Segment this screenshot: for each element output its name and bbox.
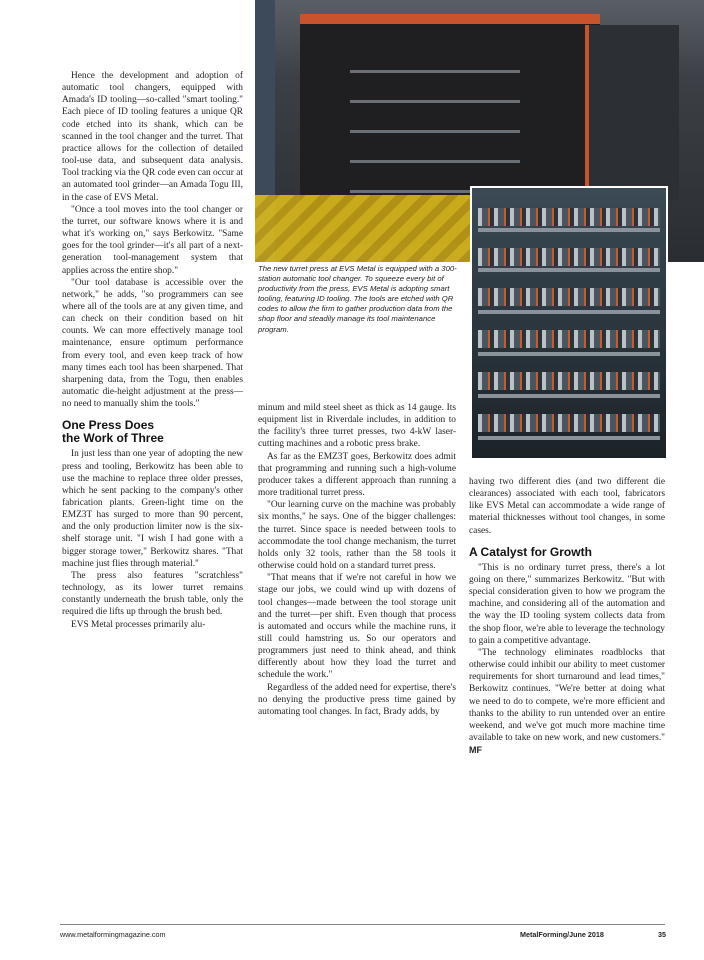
end-mark: MF	[469, 745, 482, 756]
paragraph: "Once a tool moves into the tool changer or the turret, our software knows where it is and what it's working on," says Berkowitz. "Same goes for the tool grinder—it's all part of a next-generation tool-management system that applies across the entire shop."	[62, 204, 243, 276]
paragraph: Hence the development and adoption of automatic tool changers, equipped with Amada's ID tooling—so-called "smart tooling." Each piece of ID tooling features a unique QR code etched into its shank, which can be scanned in the tool changer and the turret. That practice allows for the collection of detailed tool-use data, and subsequent data analysis. Tool tracking via the QR code even can occur at an automated tool grinder—an Amada Togu III, in the case of EVS Metal.	[62, 71, 243, 203]
subhead-one-press	[62, 419, 243, 445]
paragraph: In just less than one year of adopting the new press and tooling, Berkowitz has been able to use the machine to replace three older presses, which he sent packing to the company's other fabrication plants. Green-light time on the EMZ3T has surged to more than 90 percent, and the only production limiter now is the six-shelf storage unit. "I wish I had gone with a bigger storage tower," Berkowitz shares. "That machine just flies through material."	[62, 449, 243, 569]
subhead-line: the Work of Three	[62, 431, 164, 446]
paragraph: "That means that if we're not careful in how we stage our jobs, we could wind up with dozens of tool changes—made between the tool storage unit and the turret—per shift. Even though that process is automated and occurs while the machine runs, it still could hamstring us. So our operators and programmers just need to think ahead, and think differently about how they load the turret and schedule the work."	[258, 573, 456, 681]
inset-photo-tool-rack	[470, 186, 668, 460]
paragraph: As far as the EMZ3T goes, Berkowitz does admit that programming and running such a high-volume producer takes a different approach than running a more traditional turret press.	[258, 451, 456, 499]
paragraph-text: "The technology eliminates roadblocks that otherwise could inhibit our ability to meet customer requirements for short turnaround and lead times," Berkowitz continues. "We're better at doing what we need to do to compete, we're more efficient and thanks to the ability to run untended over an entire weekend, and we've got much more machine time available to take on new work, and new customers."	[469, 647, 665, 743]
paragraph: The press also features "scratchless" technology, as its lower turret remains constantly underneath the brush table, only the required die lifts up through the brush bed.	[62, 570, 243, 618]
page-number: 35	[658, 930, 666, 939]
paragraph: "This is no ordinary turret press, there's a lot going on there," summarizes Berkowitz. "But with special consideration given to how we program the machine, and considering all of the automation and the way the ID tooling system collects data from the shop floor, we're able to leverage the technology to gain a competitive advantage.	[469, 562, 665, 646]
paragraph: "Our learning curve on the machine was probably six months," he says. One of the bigger challenges: the turret. Since space is needed between tools to accommodate the tool change mechanism, the turret holds only 32 tools, rather than the 58 tools it otherwise could hold on a standard turret press.	[258, 500, 456, 572]
paragraph: having two different dies (and two different die clearances) associated with each tool, fabricators like EVS Metal can accommodate a wide range of material thicknesses without tool changes, in some cases.	[469, 477, 665, 536]
subhead-catalyst: A Catalyst for Growth	[469, 544, 592, 559]
article-column-1	[62, 70, 243, 631]
photo-caption: The new turret press at EVS Metal is equipped with a 300-station automatic tool changer. To squeeze every bit of productivity from the press, EVS Metal is adopting smart tooling, featuring ID tooling. The tools are etched with QR codes to allow the firm to gather production data from the shop floor and steadily manage its tool maintenance program.	[258, 264, 457, 334]
paragraph: EVS Metal processes primarily alu-	[71, 619, 206, 630]
paragraph: "Our tool database is accessible over the network," he adds, "so programmers can see where all of the tools are at any given time, and can check on their condition based on hit counts. We can more effectively manage tool maintenance, ensure optimum performance from every tool, and even keep track of how many times each tool has been sharpened. That sharpening data, from the Togu, then enables automatic die-height adjustment at the press—no need to manually shim the tools."	[62, 277, 243, 410]
paragraph: minum and mild steel sheet as thick as 14 gauge. Its equipment list in Riverdale includes, in addition to the facility's three turret presses, two 4-kW laser-cutting machines and a robotic press brake.	[258, 403, 456, 450]
article-column-3	[469, 476, 665, 757]
footer-rule	[60, 924, 665, 925]
footer-website: www.metalformingmagazine.com	[60, 930, 166, 939]
article-column-2	[258, 402, 456, 718]
subhead-line: One Press Does	[62, 418, 155, 433]
paragraph	[469, 647, 665, 757]
paragraph: Regardless of the added need for expertise, there's no denying the productive press time gained by automating tool changes. In fact, Brady adds, by	[258, 682, 456, 717]
footer-issue: MetalForming/June 2018	[520, 930, 604, 939]
